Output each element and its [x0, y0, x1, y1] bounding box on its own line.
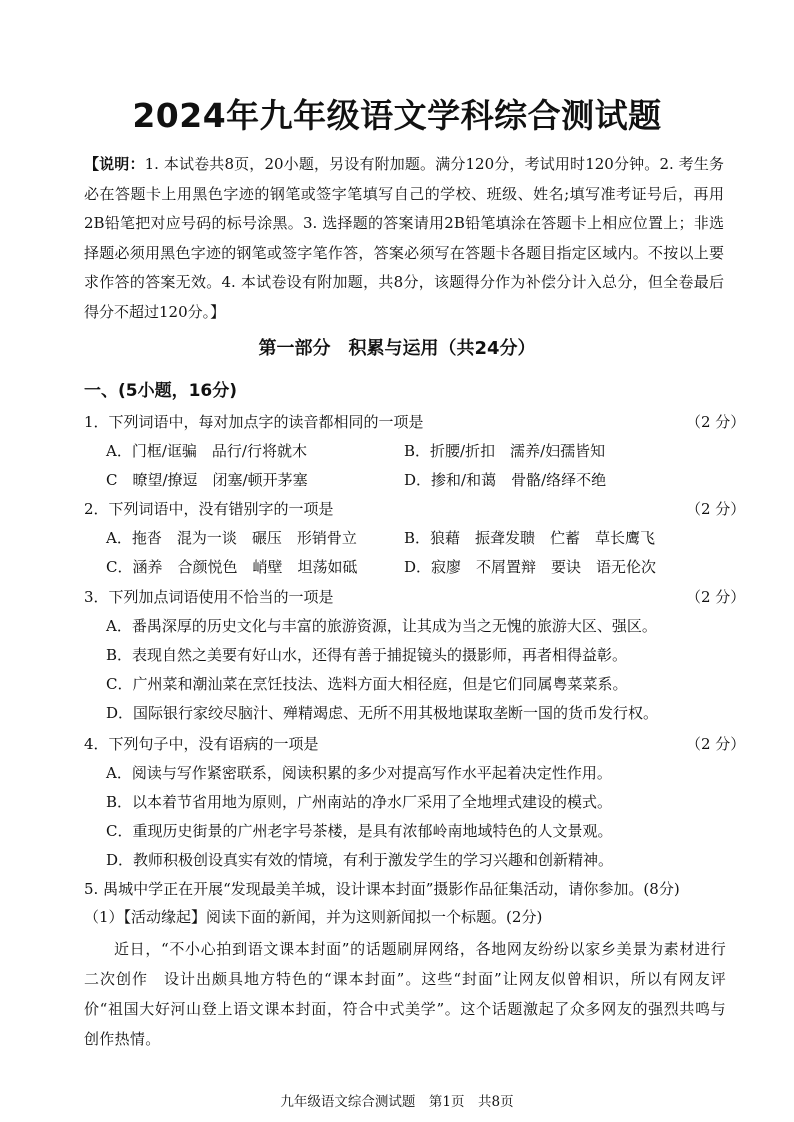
- page-footer: 九年级语文综合测试题 第1页 共8页: [280, 1094, 514, 1110]
- question-4-points: （2 分）: [686, 735, 746, 753]
- question-2-option-c: C．涵养 合颜悦色 峭壁 坦荡如砥: [106, 558, 358, 576]
- news-passage: 近日，“不小心拍到语文课本封面”的话题刷屏网络，各地网友纷纷以家乡美景为素材进行二次创作 设计出颇具地方特色的“课本封面”。这些“封面”让网友似曾相识，所以有网友评价“祖国大好河山登上语文课本封面，符合中式美学”。这个话题激起了众多网友的强烈共鸣与创作热情。: [84, 940, 726, 1048]
- question-5-stem: 5. 禺城中学正在开展“发现最美羊城，设计课本封面”摄影作品征集活动，请你参加。(8分): [84, 880, 680, 898]
- question-4-option-b: B．以本着节省用地为原则，广州南站的净水厂采用了全地埋式建设的模式。: [106, 793, 613, 811]
- question-4-option-d: D．教师积极创设真实有效的情境，有利于激发学生的学习兴趣和创新精神。: [106, 851, 614, 869]
- question-1-stem: 1．下列词语中，每对加点字的读音都相同的一项是: [84, 413, 424, 431]
- instructions-label: 【说明：: [84, 155, 145, 173]
- section-heading: 一、(5小题，16分): [84, 381, 238, 401]
- question-4-option-a: A．阅读与写作紧密联系，阅读积累的多少对提高写作水平起着决定性作用。: [106, 764, 612, 782]
- question-4-stem: 4．下列句子中，没有语病的一项是: [84, 735, 319, 753]
- question-1-option-b: B．折腰/折扣 濡养/妇孺皆知: [404, 442, 606, 460]
- question-2-option-d: D．寂廖 不屑置辩 要诀 语无伦次: [404, 558, 657, 576]
- question-3-stem: 3．下列加点词语使用不恰当的一项是: [84, 588, 334, 606]
- question-5-sub-1: （1）【活动缘起】阅读下面的新闻，并为这则新闻拟一个标题。(2分): [84, 908, 543, 926]
- question-2-option-a: A．拖沓 混为一谈 碾压 形销骨立: [106, 529, 357, 547]
- question-3-option-a: A．番禺深厚的历史文化与丰富的旅游资源，让其成为当之无愧的旅游大区、强区。: [106, 617, 657, 635]
- question-1-points: （2 分）: [686, 413, 746, 431]
- question-4-option-c: C．重现历史街景的广州老字号茶楼，是具有浓郁岭南地域特色的人文景观。: [106, 822, 613, 840]
- question-3-option-d: D．国际银行家绞尽脑汁、殚精竭虑、无所不用其极地谋取垄断一国的货币发行权。: [106, 704, 659, 722]
- question-3-option-c: C．广州菜和潮汕菜在烹饪技法、选料方面大相径庭，但是它们同属粤菜菜系。: [106, 675, 628, 693]
- exam-title: 2024年九年级语文学科综合测试题: [132, 96, 662, 135]
- instructions-text: 1. 本试卷共8页，20小题，另设有附加题。满分120分，考试用时120分钟。2. 考生务必在答题卡上用黑色字迹的钢笔或签字笔填写自己的学校、班级、姓名;填写准考证号后，再用2B铅笔把对应号码的标号涂黑。3. 选择题的答案请用2B铅笔填涂在答题卡上相应位置上；非选择题必须用黑色字迹的钢笔或签字笔作答，答案必须写在答题卡各题目指定区域内。不按以上要求作答的答案无效。4. 本试卷设有附加题，共8分，该题得分作为补偿分计入总分，但全卷最后得分不超过120分。】: [84, 155, 724, 321]
- question-1-option-c: C 暸望/撩逗 闭塞/顿开茅塞: [106, 471, 308, 489]
- question-1-option-d: D．掺和/和蔼 骨骼/络绎不绝: [404, 471, 607, 489]
- question-2-points: （2 分）: [686, 500, 746, 518]
- question-2-stem: 2．下列词语中，没有错别字的一项是: [84, 500, 334, 518]
- instructions: [84, 150, 724, 327]
- question-2-option-b: B．狼藉 振聋发聩 伫蓄 草长鹰飞: [404, 529, 656, 547]
- part-heading: 第一部分 积累与运用（共24分）: [258, 338, 536, 359]
- question-3-points: （2 分）: [686, 588, 746, 606]
- question-1-option-a: A．门框/诓骗 品行/行将就木: [106, 442, 307, 460]
- question-3-option-b: B．表现自然之美要有好山水，还得有善于捕捉镜头的摄影师，再者相得益彰。: [106, 646, 628, 664]
